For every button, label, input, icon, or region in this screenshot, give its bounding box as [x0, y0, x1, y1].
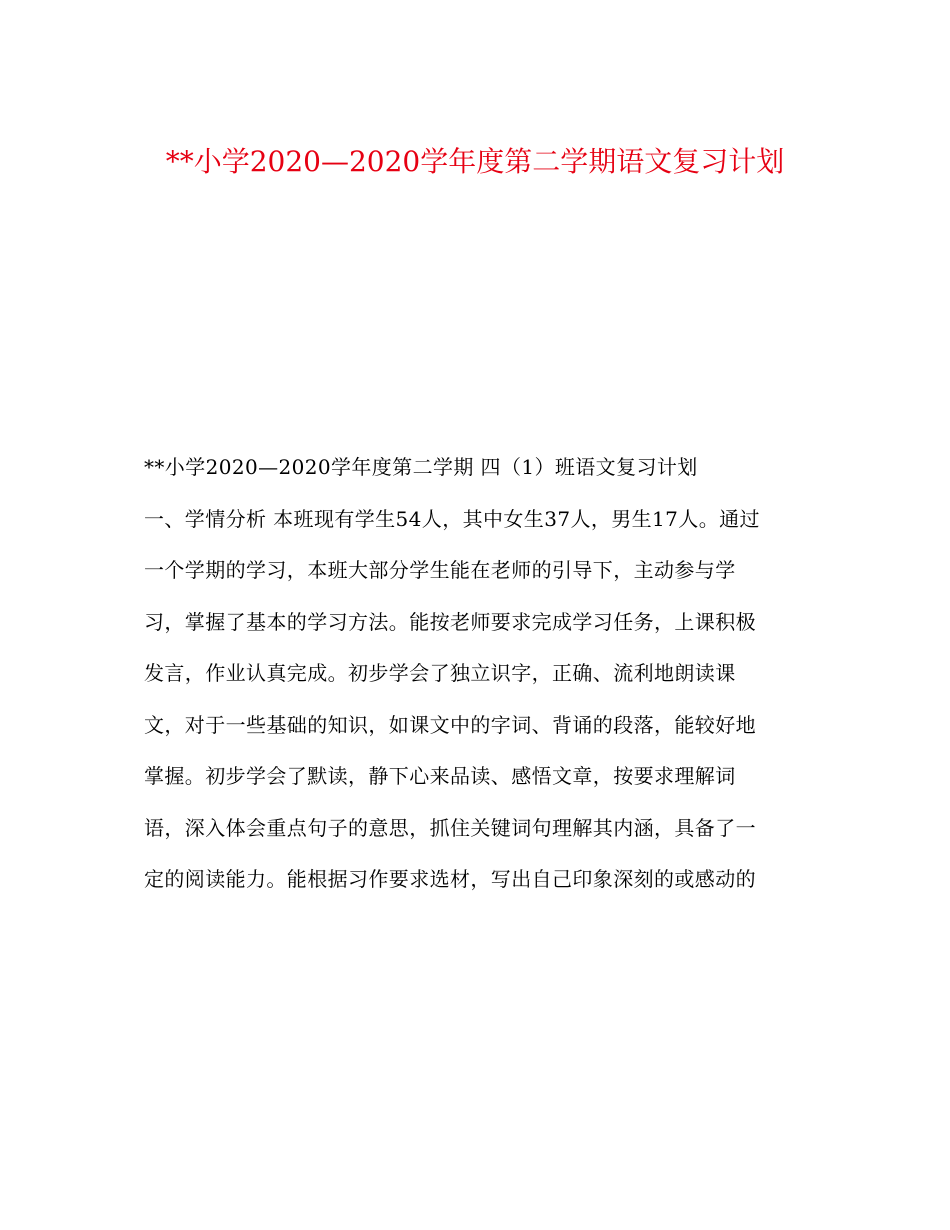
- paragraph-line: 定的阅读能力。能根据习作要求选材，写出自己印象深刻的或感动的: [144, 867, 756, 891]
- paragraph-line: 一、学情分析 本班现有学生54人，其中女生37人，男生17人。通过: [144, 506, 760, 531]
- paragraph-line: 习，掌握了基本的学习方法。能按老师要求完成学习任务，上课积极: [144, 609, 756, 634]
- paragraph-line: 发言，作业认真完成。初步学会了独立识字，正确、流利地朗读课: [144, 661, 736, 685]
- paragraph-line: 掌握。初步学会了默读，静下心来品读、感悟文章，按要求理解词: [144, 764, 736, 788]
- paragraph-line: **小学2020—2020学年度第二学期 四（1）班语文复习计划: [144, 455, 698, 479]
- document-title: **小学2020—2020学年度第二学期语文复习计划: [165, 145, 785, 178]
- document-body: [144, 447, 824, 911]
- paragraph-line: 文，对于一些基础的知识，如课文中的字词、背诵的段落，能较好地: [144, 712, 756, 737]
- paragraph-line: 一个学期的学习，本班大部分学生能在老师的引导下，主动参与学: [144, 558, 736, 582]
- paragraph-line: 语，深入体会重点句子的意思，抓住关键词句理解其内涵，具备了一: [144, 815, 756, 840]
